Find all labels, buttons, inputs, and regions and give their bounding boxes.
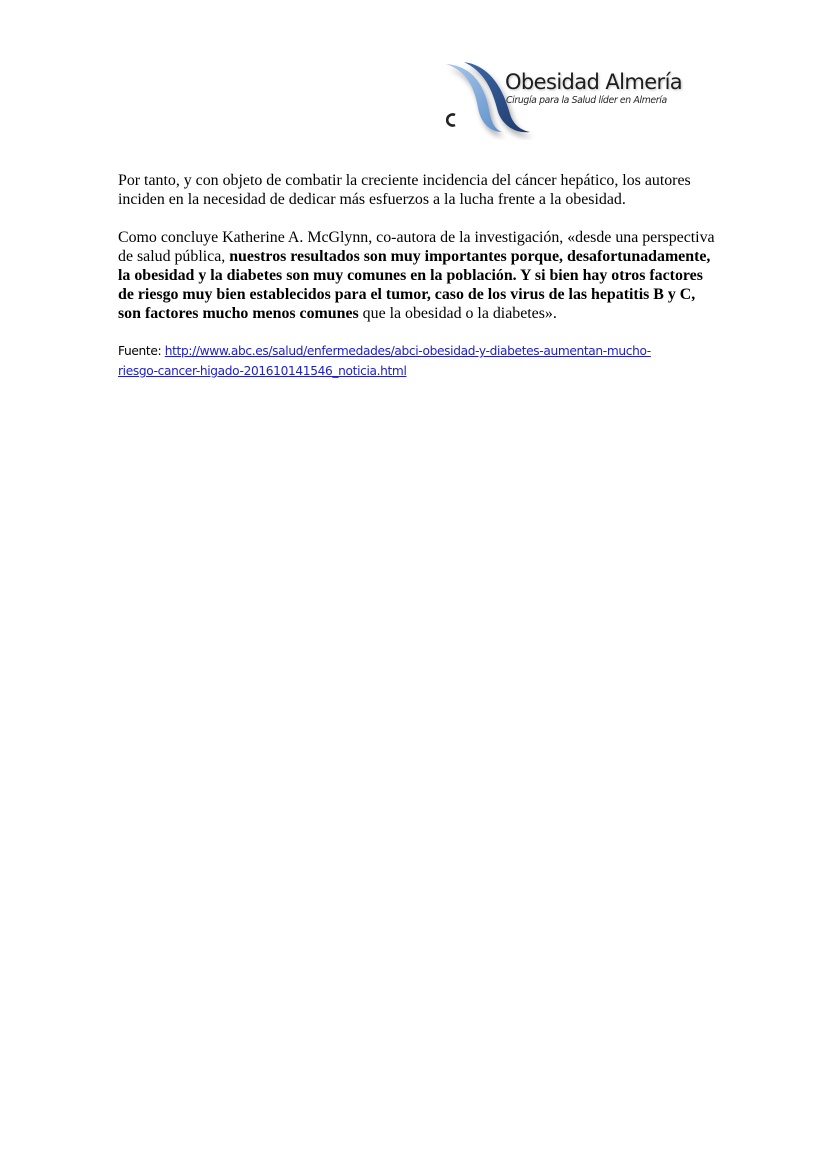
quote-bold: nuestros resultados son muy importantes porque, desafortunadamente, la obesidad y la diabetes son muy comunes en la población. Y si bien hay otros factores de riesgo muy bien establecidos para el tumor, caso de los virus de las hepatitis B y C, son factores mucho menos comunes xyxy=(118,248,711,322)
source-link[interactable] xyxy=(118,344,651,378)
source-link-line-2: riesgo-cancer-higado-201610141546_noticia.html xyxy=(118,364,407,378)
paragraph-1: Por tanto, y con objeto de combatir la creciente incidencia del cáncer hepático, los autores inciden en la necesidad de dedicar más esfuerzos a la lucha frente a la obesidad. xyxy=(118,172,691,208)
article-body xyxy=(118,171,718,381)
source-link-line-1: http://www.abc.es/salud/enfermedades/abci-obesidad-y-diabetes-aumentan-mucho- xyxy=(164,344,651,358)
quote-outro: que la obesidad o la diabetes». xyxy=(358,305,557,322)
quote-intro: Como concluye Katherine A. McGlynn, co-autora de la investigación, «desde una perspectiva de salud pública, xyxy=(118,229,715,265)
logo-subtitle: Cirugía para la Salud líder en Almería xyxy=(506,95,667,106)
header-logo xyxy=(440,58,702,140)
source-label: Fuente: xyxy=(118,344,165,358)
logo-title: Obesidad Almería xyxy=(505,70,683,94)
source-citation xyxy=(118,341,718,381)
paragraph-2 xyxy=(118,228,718,323)
